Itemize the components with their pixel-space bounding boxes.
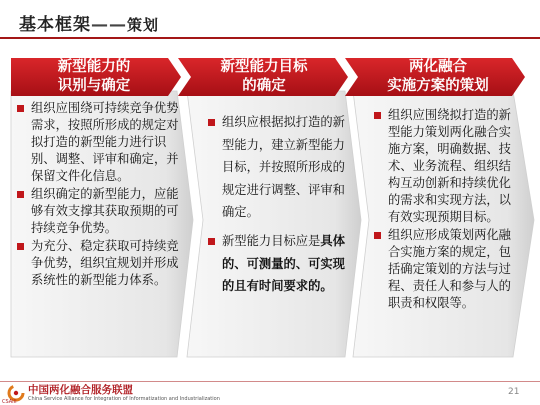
title-main: 基本框架 xyxy=(19,15,91,35)
column-2-bullet-2-bold: 具体的、可测量的、可实现的且有时间要求的。 xyxy=(222,233,345,294)
column-2-bullet-2-prefix: 新型能力目标应是 xyxy=(222,233,321,248)
title-sub: 策划 xyxy=(127,16,160,34)
column-1-bullet-list xyxy=(17,100,181,290)
bullet-square-icon xyxy=(374,232,381,239)
column-3-header xyxy=(358,58,518,96)
column-3-bullet-2: 组织应形成策划两化融合实施方案的规定，包括确定策划的方法与过程、责任人和参与人的职责和权限等。 xyxy=(374,227,512,312)
bullet-square-icon xyxy=(17,243,24,250)
column-1-header xyxy=(14,58,174,96)
column-1-bullet-3: 为充分、稳定获取可持续竞争优势，组织宜规划并形成系统性的新型能力体系。 xyxy=(17,238,181,289)
org-abbreviation: CSAIII xyxy=(2,399,17,405)
column-1-bullet-1: 组织应围绕可持续竞争优势需求，按照所形成的规定对拟打造的新型能力进行识别、调整、评审和确定，并保留文件化信息。 xyxy=(17,100,181,185)
bullet-square-icon xyxy=(17,191,24,198)
column-2-bullet-list xyxy=(208,111,348,304)
bullet-square-icon xyxy=(208,238,215,245)
column-1-bullet-2: 组织确定的新型能力，应能够有效支撑其获取预期的可持续竞争优势。 xyxy=(17,186,181,237)
title-separator: —— xyxy=(91,15,127,35)
org-name-en: China Service Alliance for Integration of Informatization and Industrialization xyxy=(28,396,220,402)
column-1-header-line-2: 识别与确定 xyxy=(57,78,131,94)
column-2-bullet-2 xyxy=(208,230,348,298)
bullet-square-icon xyxy=(17,105,24,112)
page-number: 21 xyxy=(508,387,520,397)
column-1-header-line-1: 新型能力的 xyxy=(57,59,131,75)
bullet-square-icon xyxy=(374,112,381,119)
column-3-header-line-2: 实施方案的策划 xyxy=(387,78,489,94)
org-name-cn: 中国两化融合服务联盟 xyxy=(28,384,133,396)
bullet-square-icon xyxy=(208,119,215,126)
column-2-header xyxy=(190,58,338,96)
column-3-bullet-list xyxy=(374,107,512,313)
column-3-bullet-1: 组织应围绕拟打造的新型能力策划两化融合实施方案，明确数据、技术、业务流程、组织结构互动创新和持续优化的需求和实现方法，以有效实现预期目标。 xyxy=(374,107,512,226)
column-2-header-line-1: 新型能力目标 xyxy=(220,59,308,75)
column-2-header-line-2: 的确定 xyxy=(242,78,286,94)
column-2-bullet-1: 组织应根据拟打造的新型能力，建立新型能力目标，并按照所形成的规定进行调整、评审和确定。 xyxy=(208,111,348,224)
column-3-header-line-1: 两化融合 xyxy=(409,59,467,75)
